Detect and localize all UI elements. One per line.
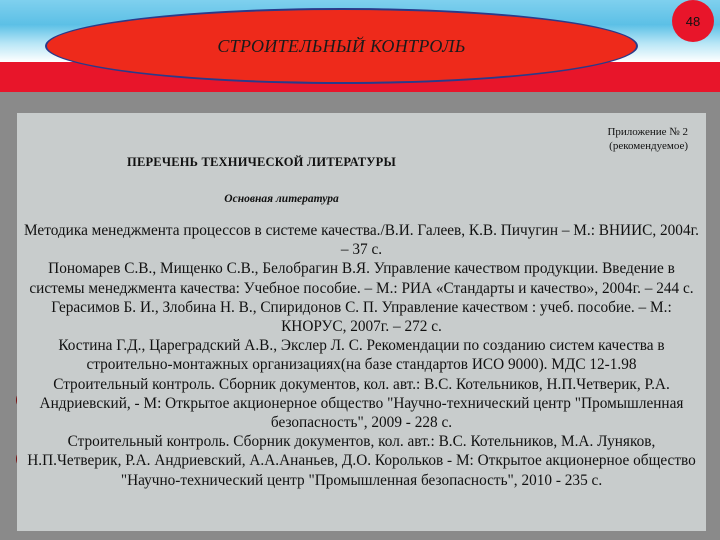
page-number: 48 [685,13,701,29]
content-panel [17,113,706,531]
title-banner [45,8,638,84]
page-number-badge [672,0,714,42]
appendix-note [607,125,688,153]
reference-item: Герасимов Б. И., Злобина Н. В., Спиридонов С. П. Управление качеством : учеб. пособие. – М.: КНОРУС, 2007г. – 272 с. [51,298,672,336]
appendix-status: (рекомендуемое) [609,140,688,152]
reference-item: Строительный контроль. Сборник документов, кол. авт.: В.С. Котельников, Н.П.Четверик, Р.А. Андриевский, - М: Открытое акционерное общество "Научно-технический центр "Промышленная безопасность", 2009 - 228 с. [39,375,684,432]
list-title: ПЕРЕЧЕНЬ ТЕХНИЧЕСКОЙ ЛИТЕРАТУРЫ [127,155,396,169]
reference-item: Пономарев С.В., Мищенко С.В., Белобрагин В.Я. Управление качеством продукции. Введение в системы менеджмента качества: Учебное пособие. – М.: РИА «Стандарты и качество», 2004г. – 244 с. [29,260,694,297]
reference-item: Строительный контроль. Сборник документов, кол. авт.: В.С. Котельников, М.А. Луняков, Н.П.Четверик, Р.А. Андриевский, А.А.Ананьев, Д.О. Корольков - М: Открытое акционерное общество "Научно-технический центр "Промышленная безопасность", 2010 - 235 с. [27,433,696,489]
reference-item: Методика менеджмента процессов в системе качества./В.И. Галеев, К.В. Пичугин – М.: ВНИИС, 2004г. – 37 с. [24,222,699,259]
appendix-number: Приложение № 2 [607,126,688,138]
page-title: СТРОИТЕЛЬНЫЙ КОНТРОЛЬ [217,35,466,56]
reference-item: Костина Г.Д., Цареградский А.В., Экслер Л. С. Рекомендации по созданию систем качества в строительно-монтажных организациях(на базе стандартов ИСО 9000). МДС 12-1.98 [58,337,665,374]
reference-list [21,221,702,490]
section-subheading: Основная литература [224,193,339,205]
